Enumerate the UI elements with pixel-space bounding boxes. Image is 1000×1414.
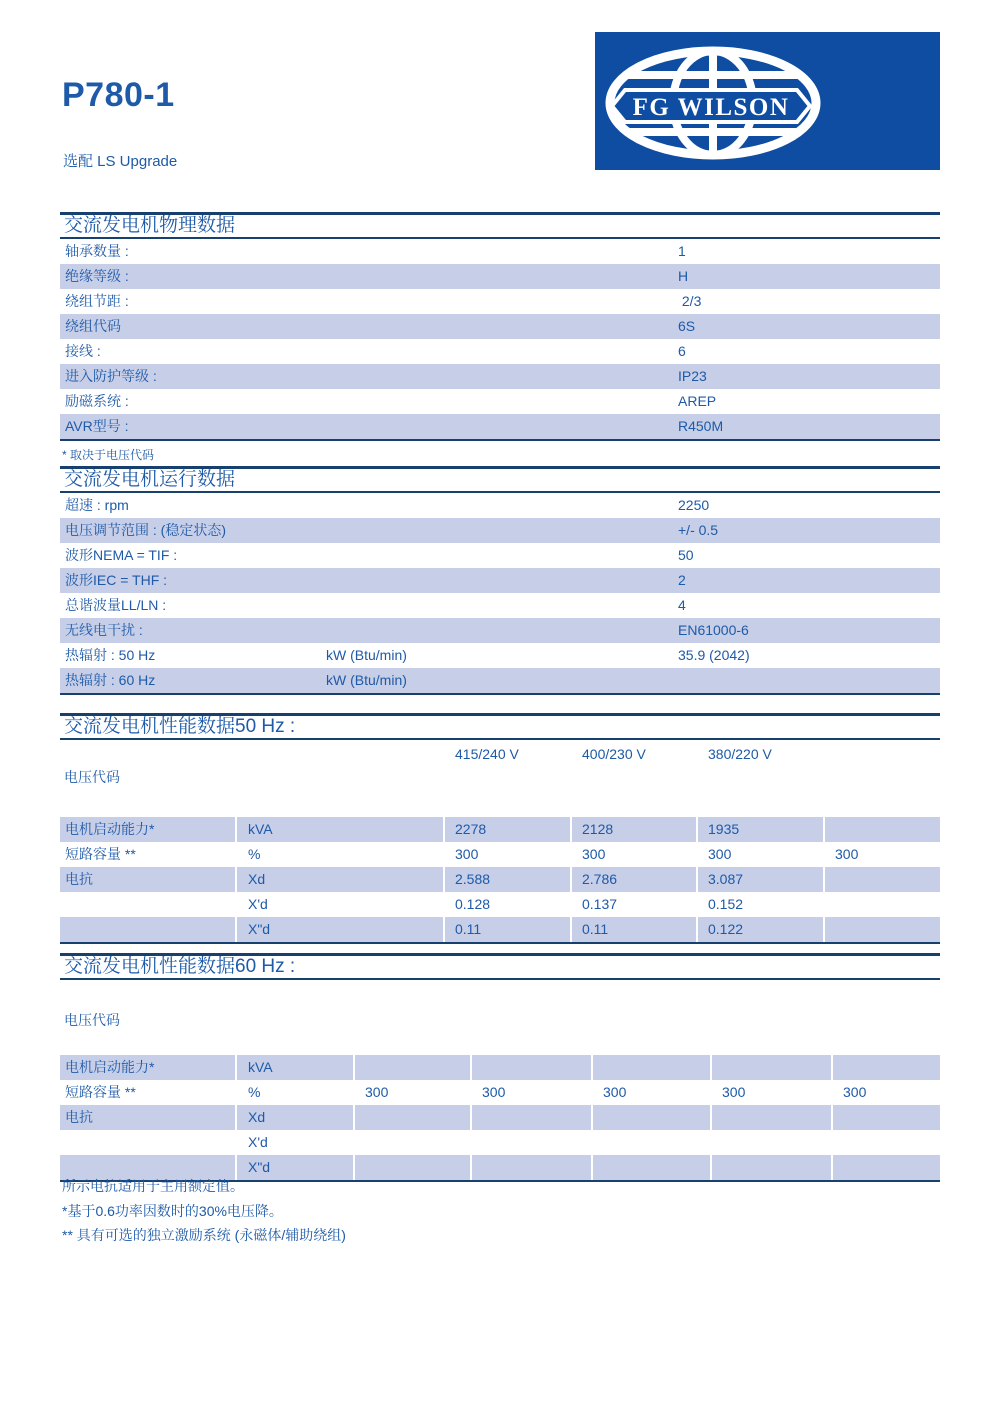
operating-data-table [60, 493, 940, 695]
table-row [60, 339, 940, 364]
row-value: +/- 0.5 [678, 522, 719, 538]
spacer [60, 742, 237, 766]
table-row [60, 668, 940, 693]
table-row [60, 543, 940, 568]
voltage-header: 415/240 V [455, 746, 519, 762]
table-row [60, 239, 940, 264]
cell-value: 300 [572, 842, 698, 867]
performance-60hz-table [60, 1055, 940, 1182]
cell-value: 2278 [445, 817, 572, 842]
footnote-line: ** 具有可选的独立激励系统 (永磁体/辅助绕组) [62, 1227, 346, 1243]
row-label: 热辐射 : 50 Hz [65, 647, 156, 663]
cell-value: 2128 [572, 817, 698, 842]
cell-value [825, 892, 940, 917]
cell-value [712, 1055, 833, 1080]
row-value: 35.9 (2042) [678, 647, 750, 663]
cell-value [712, 1155, 833, 1180]
cell-value [593, 1130, 712, 1155]
row-label: 绝缘等级 : [65, 268, 129, 284]
row-value: IP23 [678, 368, 707, 384]
row-value: AREP [678, 393, 717, 409]
row-label: 电机启动能力* [60, 817, 237, 842]
row-label: 波形IEC = THF : [65, 572, 168, 588]
row-unit: Xd [237, 867, 445, 892]
table-row [60, 289, 940, 314]
row-unit: Xd [237, 1105, 355, 1130]
cell-value [712, 1105, 833, 1130]
cell-value [833, 1055, 940, 1080]
row-value [678, 668, 940, 693]
cell-value: 0.128 [445, 892, 572, 917]
cell-value [355, 1155, 472, 1180]
table-row [60, 1130, 940, 1155]
cell-value: 300 [472, 1080, 593, 1105]
cell-value [472, 1155, 593, 1180]
voltage-header-row [60, 742, 940, 766]
cell-value [593, 1105, 712, 1130]
page-subtitle: 选配 LS Upgrade [63, 153, 178, 170]
cell-value: 2.588 [445, 867, 572, 892]
cell-value: 300 [593, 1080, 712, 1105]
cell-value: 300 [698, 842, 825, 867]
section-operating-data [60, 466, 940, 695]
row-label: 热辐射 : 60 Hz [65, 672, 156, 688]
row-unit: X'd [237, 1130, 355, 1155]
row-unit: % [237, 842, 445, 867]
physical-data-table [60, 239, 940, 441]
row-label: 短路容量 ** [60, 1080, 237, 1105]
cell-value [833, 1130, 940, 1155]
cell-value: 0.122 [698, 917, 825, 942]
row-label [60, 892, 237, 917]
voltage-header [825, 742, 940, 766]
row-label: 励磁系统 : [65, 393, 129, 409]
footnote-line: 所示电抗适用于主用额定值。 [62, 1178, 244, 1194]
section-operating-title: 交流发电机运行数据 [60, 466, 940, 493]
table-row [60, 493, 940, 518]
table-row [60, 568, 940, 593]
table-row [60, 917, 940, 942]
row-value: 2 [678, 572, 686, 588]
cell-value: 0.11 [445, 917, 572, 942]
row-value: 2/3 [678, 293, 702, 309]
cell-value [833, 1105, 940, 1130]
cell-value [833, 1155, 940, 1180]
row-value: H [678, 268, 689, 284]
cell-value [825, 867, 940, 892]
row-label: 接线 : [65, 343, 101, 359]
section-50hz-title: 交流发电机性能数据50 Hz : [60, 713, 940, 740]
performance-50hz-table [60, 817, 940, 944]
cell-value [472, 1055, 593, 1080]
row-unit [315, 518, 678, 543]
row-label: 电压调节范围 : (稳定状态) [65, 522, 226, 538]
table-row [60, 817, 940, 842]
row-label [60, 917, 237, 942]
cell-value: 0.11 [572, 917, 698, 942]
table-row [60, 867, 940, 892]
table-row [60, 389, 940, 414]
cell-value: 300 [355, 1080, 472, 1105]
table-row [60, 643, 940, 668]
cell-value [355, 1105, 472, 1130]
cell-value [593, 1055, 712, 1080]
voltage-code-label: 电压代码 [64, 769, 120, 785]
table-row [60, 1105, 940, 1130]
row-unit [315, 543, 678, 568]
voltage-code-label: 电压代码 [64, 1012, 120, 1028]
row-label [60, 1130, 237, 1155]
cell-value [472, 1105, 593, 1130]
row-label: 电抗 [60, 867, 237, 892]
cell-value: 2.786 [572, 867, 698, 892]
row-unit [315, 493, 678, 518]
row-label: 绕组节距 : [65, 293, 129, 309]
cell-value [472, 1130, 593, 1155]
row-unit: X'd [237, 892, 445, 917]
row-unit: kVA [237, 817, 445, 842]
row-unit [315, 593, 678, 618]
row-unit: X"d [237, 917, 445, 942]
table-row [60, 364, 940, 389]
row-label: 电机启动能力* [60, 1055, 237, 1080]
row-value: 50 [678, 547, 694, 563]
row-label: 波形NEMA = TIF : [65, 547, 178, 563]
cell-value: 300 [835, 846, 859, 862]
section-physical-title: 交流发电机物理数据 [60, 212, 940, 239]
cell-value: 0.152 [698, 892, 825, 917]
row-unit: kVA [237, 1055, 355, 1080]
cell-value: 0.137 [572, 892, 698, 917]
logo-text: FG WILSON [632, 94, 790, 121]
row-label: 轴承数量 : [65, 243, 129, 259]
cell-value: 1935 [698, 817, 825, 842]
row-unit: % [237, 1080, 355, 1105]
section-physical-data [60, 212, 940, 463]
row-label: 绕组代码 [65, 318, 121, 334]
table-row [60, 1080, 940, 1105]
row-value: 6S [678, 318, 696, 334]
table-row [60, 314, 940, 339]
row-label: 总谐波量LL/LN : [65, 597, 167, 613]
cell-value [825, 917, 940, 942]
row-unit: kW (Btu/min) [326, 647, 407, 663]
cell-value: 300 [712, 1080, 833, 1105]
row-label: 进入防护等级 : [65, 368, 157, 384]
section-60hz-title: 交流发电机性能数据60 Hz : [60, 953, 940, 980]
cell-value: 3.087 [698, 867, 825, 892]
table-row [60, 593, 940, 618]
row-value: 4 [678, 597, 686, 613]
table-row [60, 842, 940, 867]
globe-logo-icon [595, 32, 940, 170]
section-footnote: * 取决于电压代码 [62, 448, 155, 462]
table-row [60, 264, 940, 289]
fg-wilson-logo [595, 32, 940, 170]
cell-value [712, 1130, 833, 1155]
cell-value: 300 [445, 842, 572, 867]
page-title: P780-1 [62, 76, 175, 114]
table-row [60, 518, 940, 543]
row-label: 短路容量 ** [60, 842, 237, 867]
section-performance-50hz [60, 713, 940, 944]
cell-value [825, 817, 940, 842]
voltage-header: 400/230 V [582, 746, 646, 762]
row-label: 无线电干扰 : [65, 622, 143, 638]
row-value: 1 [678, 243, 686, 259]
section-performance-60hz [60, 953, 940, 1182]
cell-value [355, 1055, 472, 1080]
table-row [60, 414, 940, 439]
cell-value [593, 1155, 712, 1180]
row-label: 电抗 [60, 1105, 237, 1130]
row-unit: kW (Btu/min) [326, 672, 407, 688]
row-value: EN61000-6 [678, 622, 749, 638]
row-label: 超速 : rpm [65, 497, 129, 513]
row-label: AVR型号 : [65, 418, 129, 434]
cell-value [355, 1130, 472, 1155]
spacer [237, 742, 445, 766]
row-unit [315, 568, 678, 593]
row-unit [315, 618, 678, 643]
voltage-header: 380/220 V [708, 746, 772, 762]
row-value: 2250 [678, 497, 710, 513]
row-value: 6 [678, 343, 686, 359]
table-row [60, 892, 940, 917]
table-row [60, 618, 940, 643]
table-row [60, 1055, 940, 1080]
row-value: R450M [678, 418, 724, 434]
row-unit: X"d [237, 1155, 355, 1180]
cell-value: 300 [843, 1084, 867, 1100]
footnote-line: *基于0.6功率因数时的30%电压降。 [62, 1202, 283, 1219]
footnotes [62, 1176, 346, 1250]
